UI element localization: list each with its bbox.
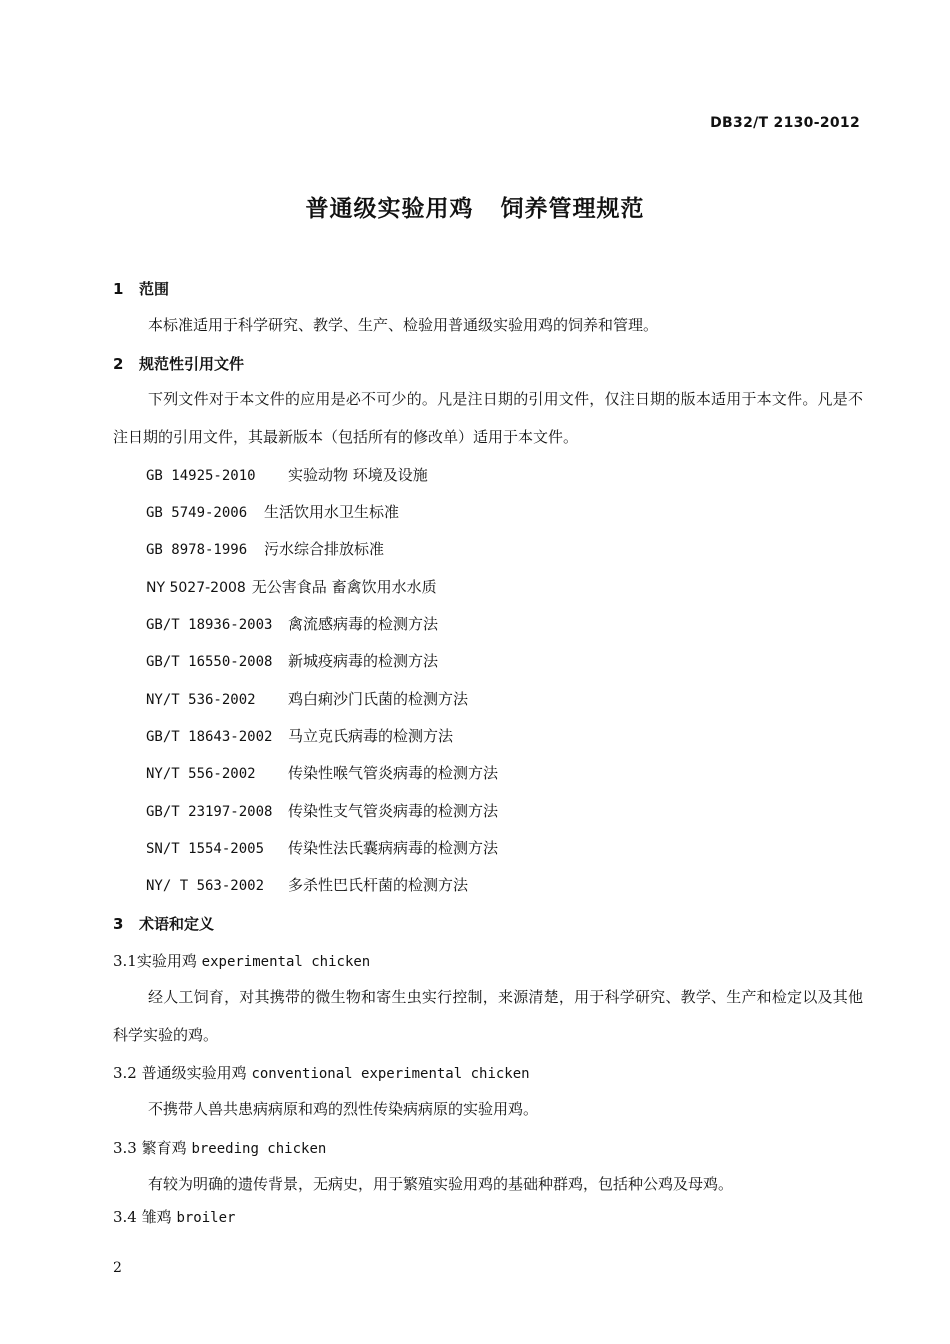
reference-name: 污水综合排放标准	[264, 540, 385, 558]
reference-name: 无公害食品 畜禽饮用水水质	[251, 578, 437, 596]
term-en: broiler	[176, 1210, 236, 1226]
reference-item	[146, 613, 438, 634]
section-number: 1	[113, 280, 124, 298]
reference-name: 鸡白痢沙门氏菌的检测方法	[288, 690, 469, 708]
reference-name: 生活饮用水卫生标准	[264, 503, 400, 521]
reference-name: 传染性支气管炎病毒的检测方法	[288, 802, 499, 820]
reference-name: 传染性法氏囊病病毒的检测方法	[288, 839, 499, 857]
reference-item	[146, 464, 428, 485]
reference-name: 新城疫病毒的检测方法	[288, 652, 439, 670]
section-1-text: 本标准适用于科学研究、教学、生产、检验用普通级实验用鸡的饲养和管理。	[148, 316, 659, 334]
reference-code: NY/T 536-2002	[146, 692, 256, 708]
term-heading	[113, 1062, 530, 1083]
reference-code: NY 5027-2008	[146, 580, 246, 596]
reference-code: NY/ T 563-2002	[146, 878, 265, 894]
term-number: 3.4	[113, 1208, 137, 1226]
term-en: experimental chicken	[201, 954, 371, 970]
standard-code: DB32/T 2130-2012	[710, 115, 860, 131]
reference-name: 禽流感病毒的检测方法	[288, 615, 439, 633]
term-number: 3.3	[113, 1139, 137, 1157]
section-2-text: 下列文件对于本文件的应用是必不可少的。凡是注日期的引用文件，仅注日期的版本适用于本文件。凡是不注日期的引用文件，其最新版本（包括所有的修改单）适用于本文件。	[113, 390, 863, 446]
reference-item	[146, 762, 498, 783]
term-number: 3.2	[113, 1064, 137, 1082]
reference-item	[146, 837, 498, 858]
term-zh: 雏鸡	[141, 1208, 172, 1226]
reference-code: GB/T 18643-2002	[146, 729, 273, 745]
section-3-heading	[113, 913, 214, 934]
reference-name: 马立克氏病毒的检测方法	[288, 727, 454, 745]
term-zh: 普通级实验用鸡	[141, 1064, 247, 1082]
reference-name: 多杀性巴氏杆菌的检测方法	[288, 876, 469, 894]
reference-item	[146, 688, 468, 709]
term-en: breeding chicken	[191, 1141, 327, 1157]
section-2-heading	[113, 353, 244, 374]
reference-item	[146, 650, 438, 671]
reference-code: NY/T 556-2002	[146, 766, 256, 782]
reference-code: GB 14925-2010	[146, 468, 256, 484]
reference-item	[146, 874, 468, 895]
section-1-heading	[113, 278, 169, 299]
reference-code: GB 8978-1996	[146, 542, 248, 558]
reference-code: GB 5749-2006	[146, 505, 248, 521]
reference-name: 实验动物 环境及设施	[288, 466, 428, 484]
reference-code: GB/T 16550-2008	[146, 654, 273, 670]
term-definition: 经人工饲育，对其携带的微生物和寄生虫实行控制，来源清楚，用于科学研究、教学、生产和检定以及其他科学实验的鸡。	[113, 988, 863, 1044]
reference-item	[146, 501, 399, 522]
term-heading	[113, 950, 370, 971]
section-number: 3	[113, 915, 124, 933]
term-zh: 实验用鸡	[136, 952, 197, 970]
page-number: 2	[113, 1260, 122, 1276]
term-heading	[113, 1137, 326, 1158]
reference-code: SN/T 1554-2005	[146, 841, 265, 857]
section-number: 2	[113, 355, 124, 373]
reference-item	[146, 800, 498, 821]
section-title: 规范性引用文件	[139, 355, 245, 373]
term-definition: 不携带人兽共患病病原和鸡的烈性传染病病原的实验用鸡。	[148, 1100, 539, 1118]
reference-item	[146, 538, 384, 559]
reference-name: 传染性喉气管炎病毒的检测方法	[288, 764, 499, 782]
section-title: 术语和定义	[139, 915, 215, 933]
term-en: conventional experimental chicken	[251, 1066, 530, 1082]
term-zh: 繁育鸡	[141, 1139, 187, 1157]
reference-item	[146, 725, 453, 746]
section-title: 范围	[139, 280, 170, 298]
document-title: 普通级实验用鸡 饲养管理规范	[305, 196, 645, 222]
term-number: 3.1	[113, 952, 137, 970]
reference-item	[146, 576, 437, 597]
term-definition: 有较为明确的遗传背景，无病史，用于繁殖实验用鸡的基础种群鸡，包括种公鸡及母鸡。	[148, 1175, 734, 1193]
reference-code: GB/T 18936-2003	[146, 617, 273, 633]
reference-code: GB/T 23197-2008	[146, 804, 273, 820]
term-heading	[113, 1206, 235, 1227]
